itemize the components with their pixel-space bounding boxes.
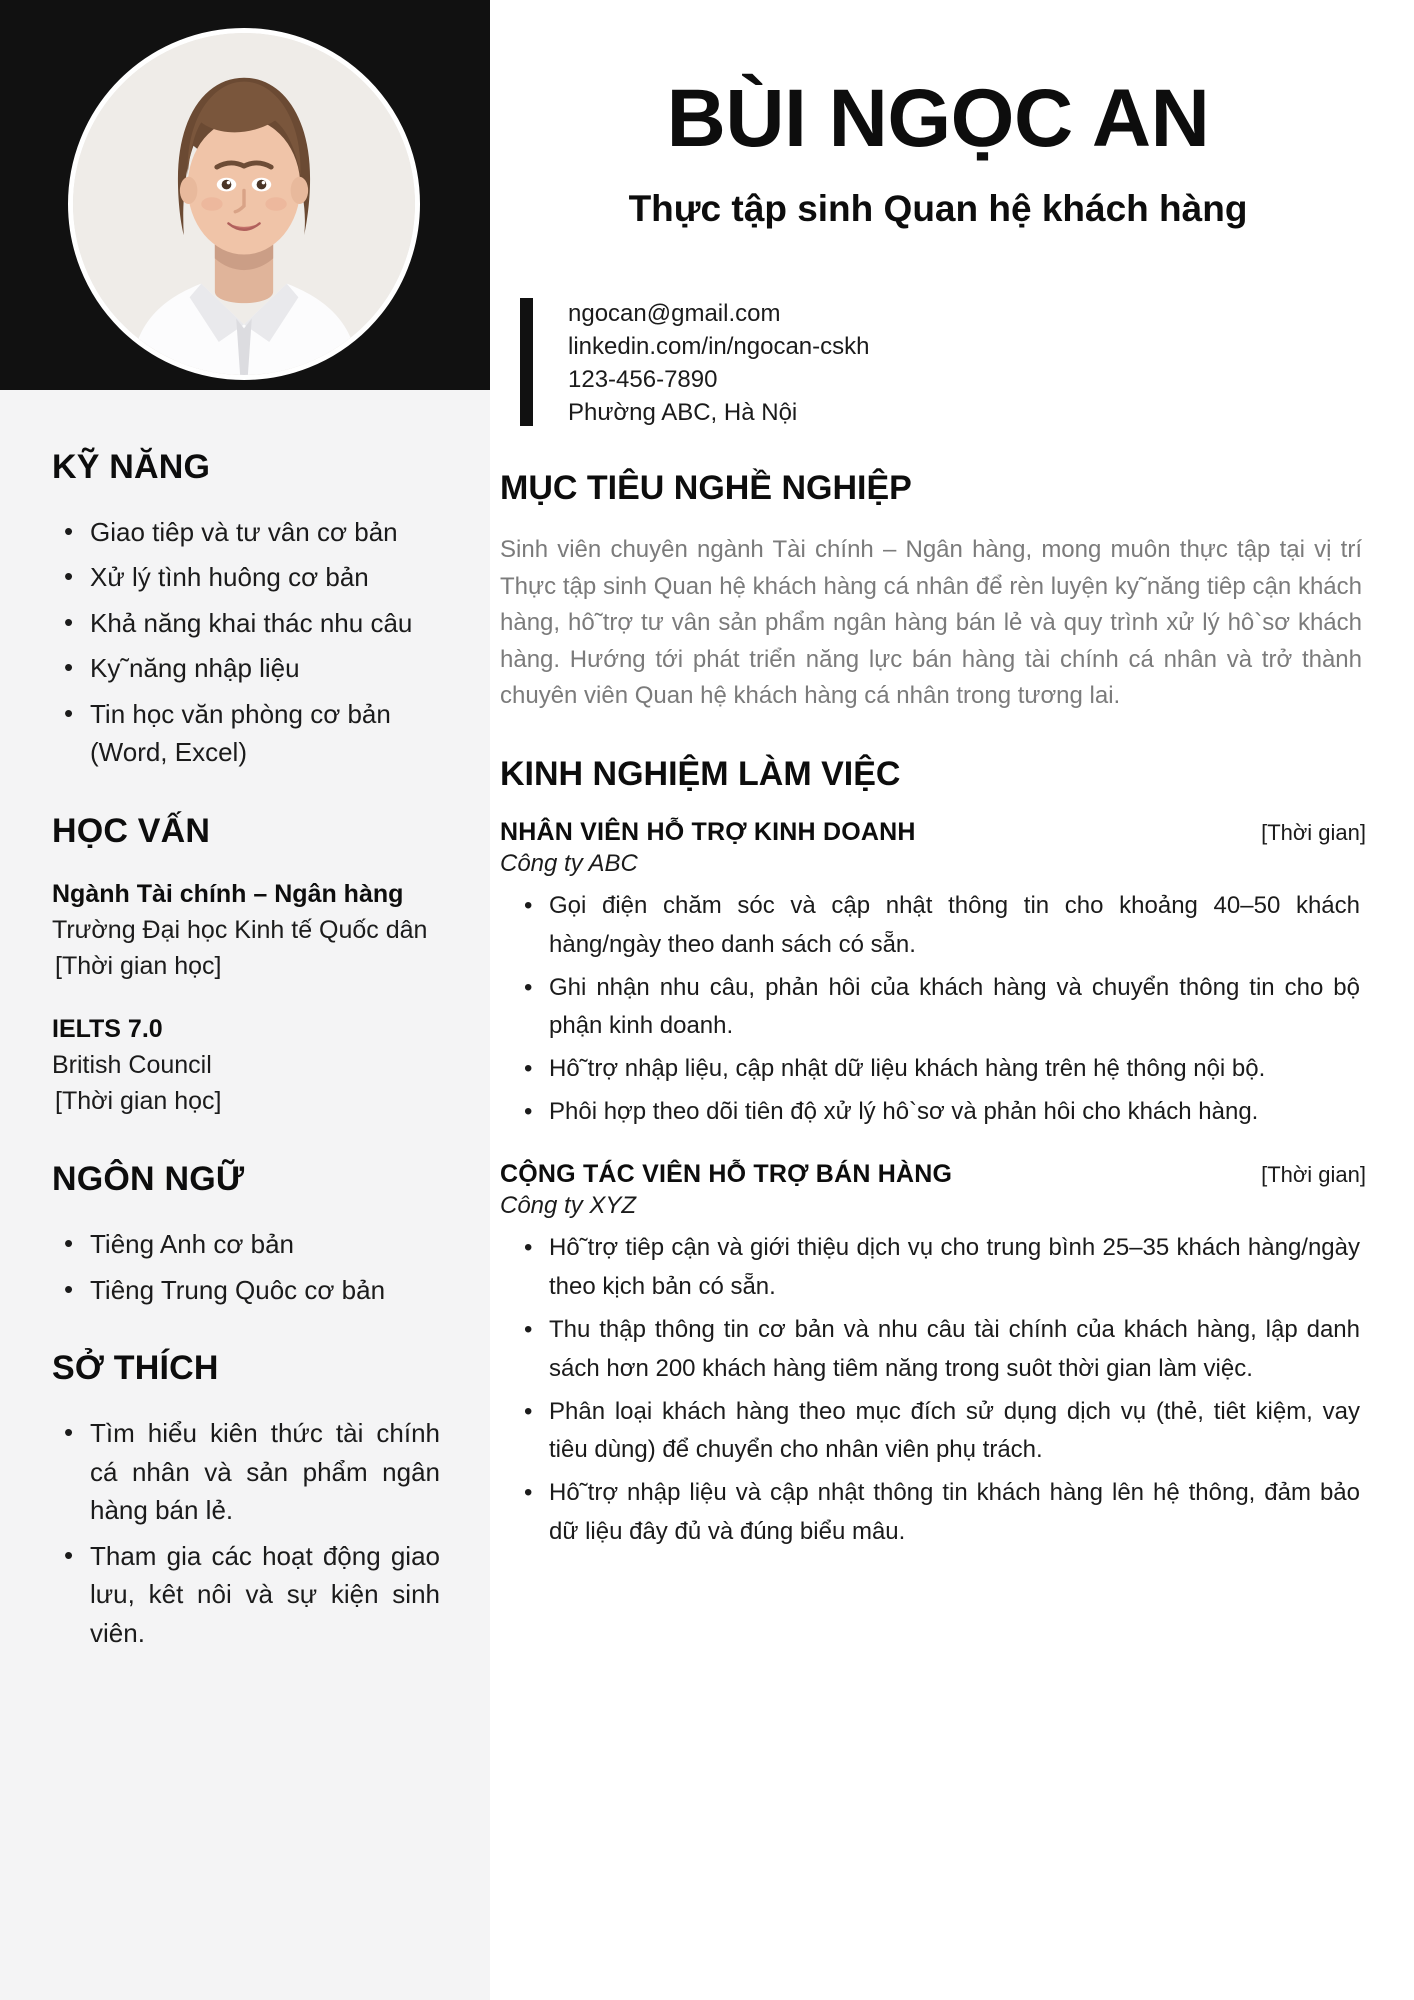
contact-linkedin[interactable]: linkedin.com/in/ngocan-cskh — [568, 333, 870, 361]
education-entry — [52, 877, 440, 986]
job-time: [Thời gian] — [1261, 1162, 1366, 1188]
interests-list — [58, 1414, 440, 1652]
interests-heading: SỞ THÍCH — [52, 1349, 219, 1388]
contact-block — [490, 295, 1366, 429]
education-heading: HỌC VẤN — [52, 811, 211, 850]
list-item: • Hô˜trợ tiêp cận và giới thiệu dịch vụ cho trung bình 25–35 khách hàng/ngày theo kịch bản có sẵn. — [518, 1229, 1366, 1307]
contact-accent-bar — [520, 298, 533, 426]
page-title: BÙI NGỌC AN — [666, 73, 1210, 164]
list-item: • Phân loại khách hàng theo mục đích sử dụng dịch vụ (thẻ, tiêt kiệm, vay tiêu dùng) để chuyển cho nhân viên phụ trách. — [518, 1393, 1366, 1471]
photo-block — [0, 0, 490, 390]
objective-text: Sinh viên chuyên ngành Tài chính – Ngân hàng, mong muôn thực tập tại vị trí Thực tập sinh Quan hệ khách hàng cá nhân để rèn luyện ky˜năng tiêp cận khách hàng, hô˜trợ tư vân sản phẩm ngân hàng bán lẻ và quy trình xử lý hô`sơ khách hàng. Hướng tới phát triển năng lực bán hàng tài chính cá nhân và trở thành chuyên viên Quan hệ khách hàng cá nhân trong tương lai. — [500, 536, 1362, 710]
list-item: • Xử lý tình huông cơ bản — [58, 558, 440, 596]
job-header — [500, 818, 1366, 847]
list-item: • Phôi hợp theo dõi tiên độ xử lý hô`sơ và phản hôi cho khách hàng. — [518, 1093, 1366, 1132]
list-item: • Hô˜trợ nhập liệu, cập nhật dữ liệu khách hàng trên hệ thông nội bộ. — [518, 1050, 1366, 1089]
list-item: • Tiêng Anh cơ bản — [58, 1225, 440, 1263]
objective-heading: MỤC TIÊU NGHỀ NGHIỆP — [500, 469, 912, 508]
education-time: [Thời gian học] — [55, 1086, 222, 1115]
list-item: • Tham gia các hoạt động giao lưu, kêt nôi và sự kiện sinh viên. — [58, 1537, 440, 1652]
experience-entry — [500, 1160, 1366, 1552]
education-school: Trường Đại học Kinh tế Quốc dân — [52, 915, 428, 944]
job-company: Công ty ABC — [500, 849, 638, 877]
job-title: NHÂN VIÊN HỖ TRỢ KINH DOANH — [500, 817, 916, 846]
list-item: • Gọi điện chăm sóc và cập nhật thông tin cho khoảng 40–50 khách hàng/ngày theo danh sách có sẵn. — [518, 887, 1366, 965]
avatar — [68, 28, 420, 380]
education-entry — [52, 1012, 440, 1121]
job-bullets — [518, 887, 1366, 1132]
job-role-subtitle: Thực tập sinh Quan hệ khách hàng — [628, 188, 1248, 229]
job-header — [500, 1160, 1366, 1189]
list-item: • Tiêng Trung Quôc cơ bản — [58, 1271, 440, 1309]
list-item: • Khả năng khai thác nhu câu — [58, 604, 440, 642]
list-item: • Hô˜trợ nhập liệu và cập nhật thông tin khách hàng lên hệ thông, đảm bảo dữ liệu đây đủ và đúng biểu mâu. — [518, 1474, 1366, 1552]
experience-heading: KINH NGHIỆM LÀM VIỆC — [500, 754, 901, 793]
main-content — [490, 0, 1414, 2000]
sidebar-content — [0, 390, 490, 1652]
list-item: • Tin học văn phòng cơ bản (Word, Excel) — [58, 695, 440, 772]
languages-list — [58, 1225, 440, 1309]
education-school: British Council — [52, 1050, 212, 1079]
list-item: • Thu thập thông tin cơ bản và nhu câu tài chính của khách hàng, lập danh sách hơn 200 khách hàng tiêm năng trong suôt thời gian làm việc. — [518, 1311, 1366, 1389]
list-item: • Tìm hiểu kiên thức tài chính cá nhân và sản phẩm ngân hàng bán lẻ. — [58, 1414, 440, 1529]
languages-heading: NGÔN NGỮ — [52, 1160, 245, 1199]
job-company: Công ty XYZ — [500, 1192, 637, 1220]
list-item: • Ky˜năng nhập liệu — [58, 649, 440, 687]
skills-list — [58, 513, 440, 772]
portrait-illustration — [73, 33, 415, 375]
experience-entry — [500, 818, 1366, 1132]
contact-email[interactable]: ngocan@gmail.com — [568, 300, 781, 327]
sidebar — [0, 0, 490, 2000]
education-title: Ngành Tài chính – Ngân hàng — [52, 879, 404, 908]
education-title: IELTS 7.0 — [52, 1014, 163, 1043]
education-time: [Thời gian học] — [55, 952, 222, 981]
job-bullets — [518, 1229, 1366, 1552]
job-title: CỘNG TÁC VIÊN HỖ TRỢ BÁN HÀNG — [500, 1160, 953, 1189]
job-time: [Thời gian] — [1261, 819, 1366, 845]
list-item: • Giao tiêp và tư vân cơ bản — [58, 513, 440, 551]
contact-address: Phường ABC, Hà Nội — [568, 399, 798, 427]
skills-heading: KỸ NĂNG — [52, 448, 211, 486]
contact-lines — [568, 295, 870, 429]
contact-phone[interactable]: 123-456-7890 — [568, 366, 718, 394]
list-item: • Ghi nhận nhu câu, phản hôi của khách hàng và chuyển thông tin cho bộ phận kinh doanh. — [518, 969, 1366, 1047]
